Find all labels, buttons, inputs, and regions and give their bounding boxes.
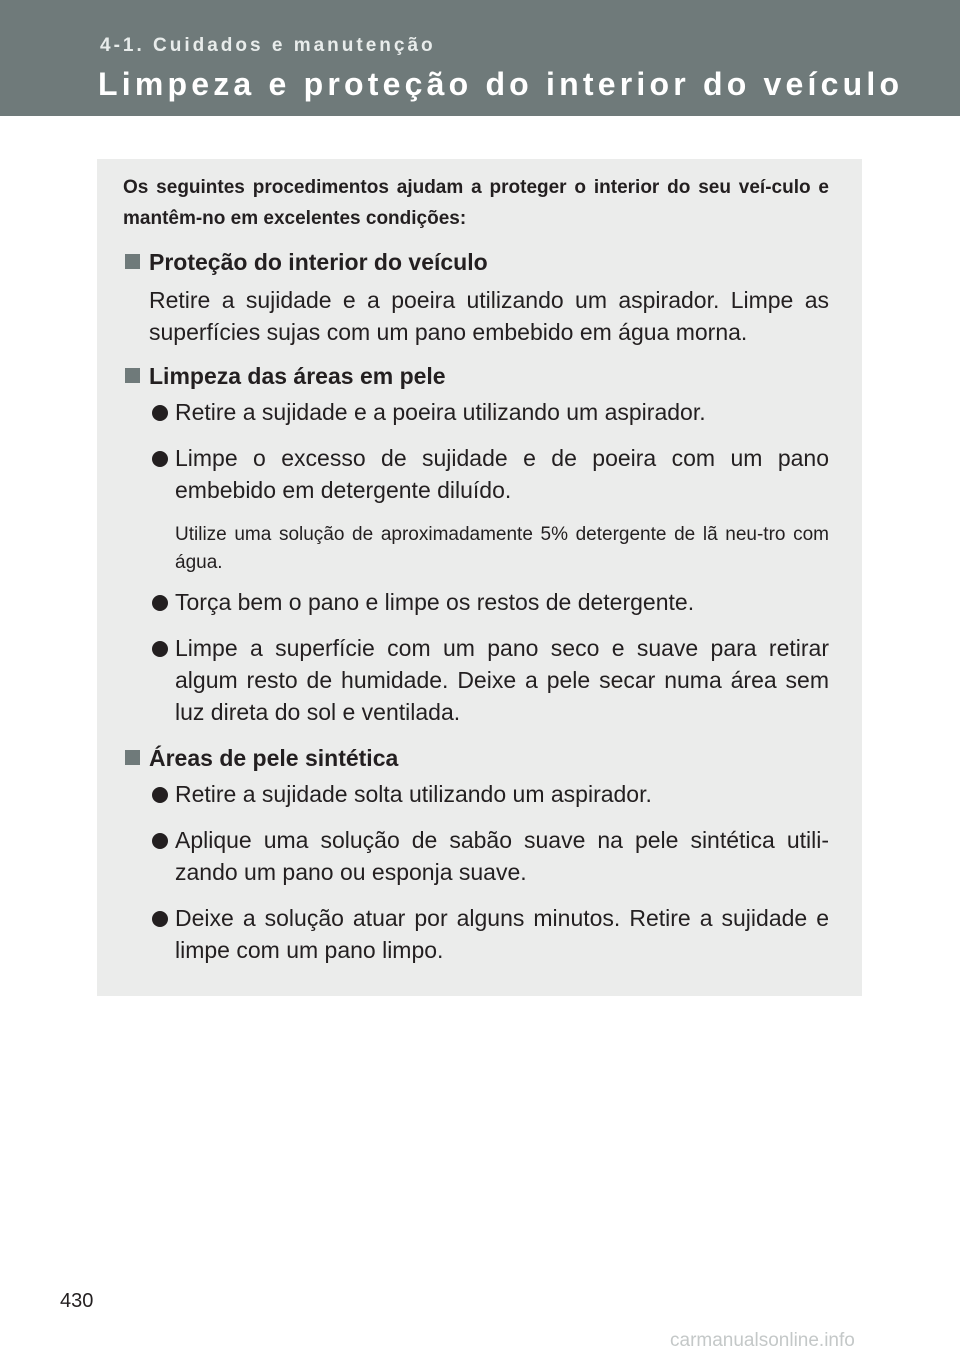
bullet-item: Deixe a solução atuar por alguns minutos. Retire a sujidade e limpe com um pano limpo.: [175, 905, 829, 963]
page-number: 430: [60, 1290, 94, 1312]
section-heading-protection: Proteção do interior do veículo: [149, 249, 488, 275]
watermark-text: carmanualsonline.info: [670, 1330, 855, 1351]
bullet-item: Aplique uma solução de sabão suave na pele sintética utili-zando um pano ou esponja suave.: [175, 827, 829, 885]
bullet-item: Limpe a superfície com um pano seco e suave para retirar algum resto de humidade. Deixe a pele secar numa área sem luz direta do sol e ventilada.: [175, 635, 829, 725]
bullet-dot-icon: [152, 833, 168, 849]
bullet-dot-icon: [152, 787, 168, 803]
bullet-item: Retire a sujidade e a poeira utilizando um aspirador.: [175, 399, 706, 425]
intro-text: Os seguintes procedimentos ajudam a proteger o interior do seu veí-culo e mantêm-no em excelentes condições:: [123, 177, 829, 229]
bullet-dot-icon: [152, 451, 168, 467]
section-square-icon: [125, 368, 140, 383]
bullet-dot-icon: [152, 595, 168, 611]
bullet-dot-icon: [152, 641, 168, 657]
note-text: Utilize uma solução de aproximadamente 5% detergente de lã neu-tro com água.: [175, 524, 829, 573]
section-paragraph: Retire a sujidade e a poeira utilizando um aspirador. Limpe as superfícies sujas com um pano embebido em água morna.: [149, 287, 829, 345]
bullet-dot-icon: [152, 405, 168, 421]
section-square-icon: [125, 750, 140, 765]
section-label: 4-1. Cuidados e manutenção: [100, 35, 436, 56]
bullet-dot-icon: [152, 911, 168, 927]
bullet-item: Retire a sujidade solta utilizando um aspirador.: [175, 781, 652, 807]
header-band: [0, 0, 960, 116]
section-heading-leather: Limpeza das áreas em pele: [149, 363, 446, 389]
bullet-item: Torça bem o pano e limpe os restos de detergente.: [175, 589, 695, 615]
page-title: Limpeza e proteção do interior do veículo: [98, 66, 904, 102]
section-square-icon: [125, 254, 140, 269]
section-heading-synthetic: Áreas de pele sintética: [149, 745, 399, 771]
bullet-item: Limpe o excesso de sujidade e de poeira com um pano embebido em detergente diluído.: [175, 445, 829, 503]
